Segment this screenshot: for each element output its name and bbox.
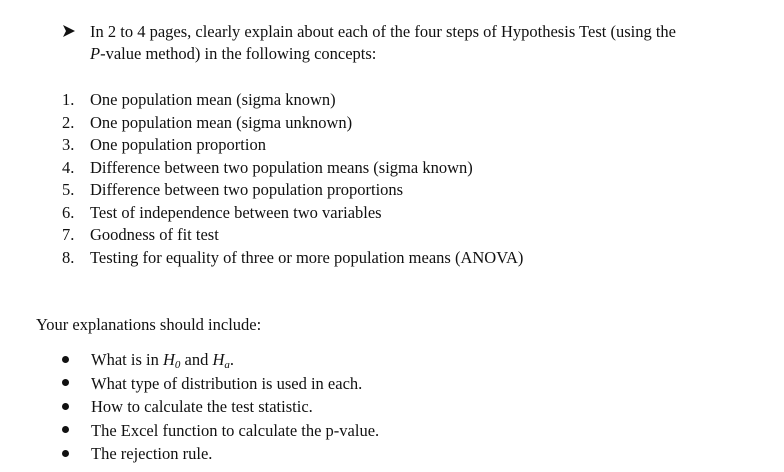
list-text: One population mean (sigma known) xyxy=(90,90,336,109)
list-number: 8. xyxy=(62,247,75,267)
list-text: One population proportion xyxy=(90,135,266,154)
list-text: Testing for equality of three or more population means (ANOVA) xyxy=(90,247,524,267)
bullet-text-end: . xyxy=(229,350,234,369)
list-number: 3. xyxy=(62,135,75,154)
list-number: 1. xyxy=(62,90,75,109)
instruction-line-2 xyxy=(90,43,762,65)
bullet-dot-icon xyxy=(62,403,69,410)
list-number: 5. xyxy=(62,180,75,199)
list-number: 6. xyxy=(62,202,75,222)
list-item xyxy=(62,372,379,396)
ha-symbol: H xyxy=(212,350,225,369)
bullet-dot-icon xyxy=(62,426,69,433)
bullet-text: The rejection rule. xyxy=(91,444,213,463)
list-item xyxy=(62,224,523,247)
list-item xyxy=(62,202,523,225)
bullet-dot-icon xyxy=(62,379,69,386)
list-text: Test of independence between two variables xyxy=(90,202,382,222)
list-item xyxy=(62,157,523,180)
list-item xyxy=(62,89,523,112)
bullet-text: The Excel function to calculate the p-value. xyxy=(91,420,380,440)
instruction-paragraph xyxy=(62,21,762,65)
list-number: 7. xyxy=(62,225,75,244)
intro-text: Your explanations should include: xyxy=(36,315,262,334)
p-italic: P xyxy=(90,44,101,63)
list-item xyxy=(62,112,523,135)
requirements-list xyxy=(62,348,379,466)
list-item xyxy=(62,395,379,419)
list-number: 4. xyxy=(62,157,75,177)
list-item xyxy=(62,247,523,270)
list-text: One population mean (sigma unknown) xyxy=(90,112,353,132)
list-item xyxy=(62,134,523,157)
list-number: 2. xyxy=(62,112,75,132)
bullet-text-mid: and xyxy=(180,350,213,369)
bullet-text: How to calculate the test statistic. xyxy=(91,397,313,416)
list-text: Difference between two population means (sigma known) xyxy=(90,157,473,177)
bullet-dot-icon xyxy=(62,450,69,457)
arrow-bullet-icon xyxy=(62,24,76,38)
list-item xyxy=(62,442,379,466)
bullet-dot-icon xyxy=(62,356,69,363)
list-text: Difference between two population proportions xyxy=(90,180,404,199)
ha-subscript: a xyxy=(224,359,230,371)
bullet-text: What type of distribution is used in each. xyxy=(91,373,363,393)
instruction-line-2-rest: -value method) in the following concepts: xyxy=(100,44,377,63)
list-text: Goodness of fit test xyxy=(90,225,219,244)
list-item xyxy=(62,179,523,202)
list-item xyxy=(62,348,379,372)
instruction-line-1: In 2 to 4 pages, clearly explain about each of the four steps of Hypothesis Test (using the xyxy=(90,22,676,41)
h0-symbol: H xyxy=(162,350,175,369)
list-item xyxy=(62,419,379,443)
concepts-list xyxy=(62,89,523,269)
h0-subscript: 0 xyxy=(174,359,181,371)
bullet-text: What is in xyxy=(91,350,163,369)
